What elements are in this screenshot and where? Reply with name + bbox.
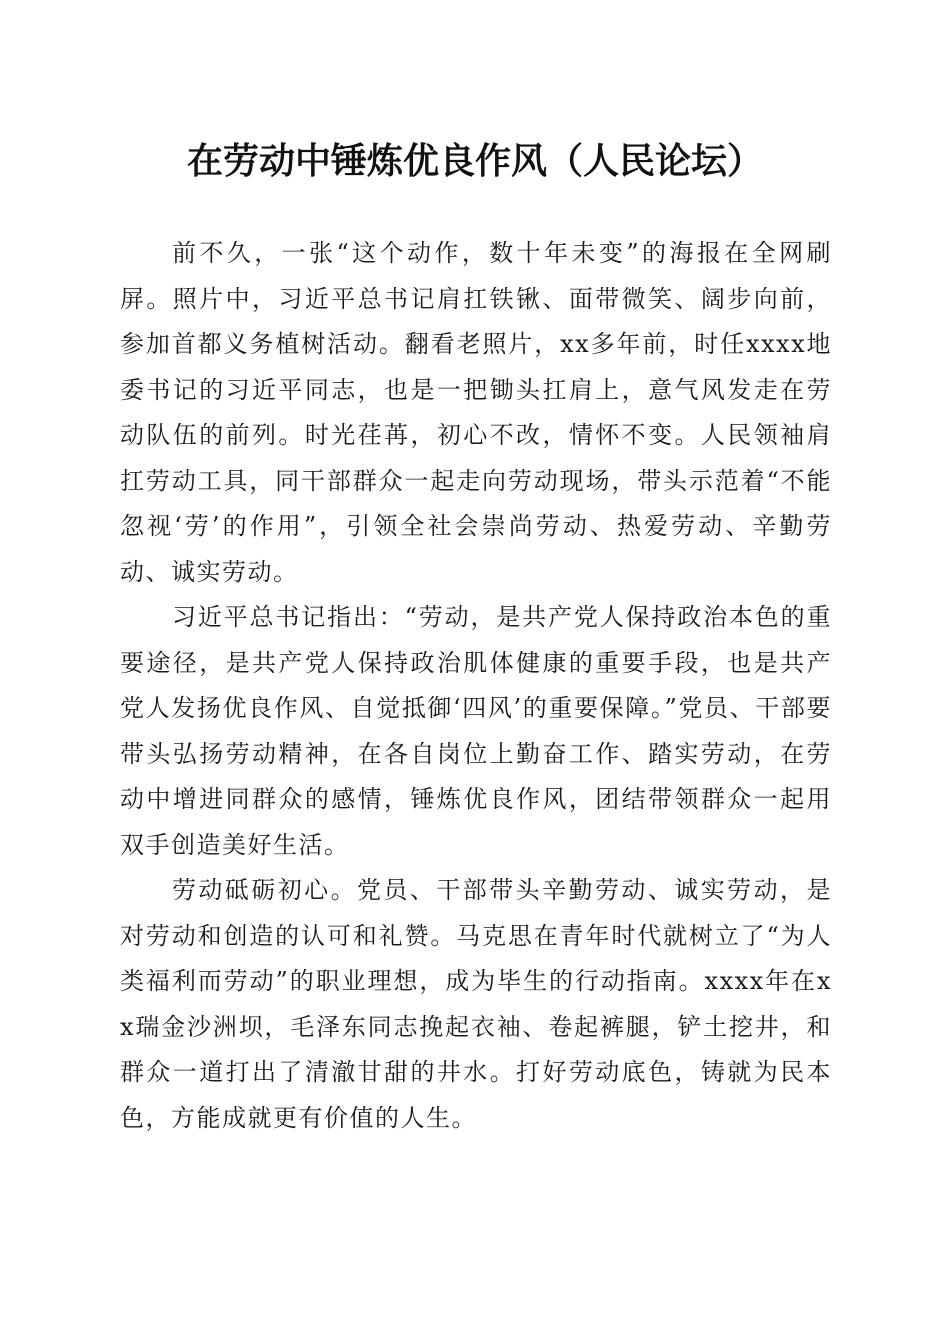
document-body xyxy=(120,231,832,1141)
paragraph: 习近平总书记指出：“劳动，是共产党人保持政治本色的重要途径，是共产党人保持政治肌体健康的重要手段，也是共产党人发扬优良作风、自觉抵御‘四风’的重要保障。”党员、干部要带头弘扬劳动精神，在各自岗位上勤奋工作、踏实劳动，在劳动中增进同群众的感情，锤炼优良作风，团结带领群众一起用双手创造美好生活。 xyxy=(120,603,832,859)
document-title: 在劳动中锤炼优良作风（人民论坛） xyxy=(186,140,763,182)
paragraph: 劳动砥砺初心。党员、干部带头辛勤劳动、诚实劳动，是对劳动和创造的认可和礼赞。马克思在青年时代就树立了“为人类福利而劳动”的职业理想，成为毕生的行动指南。xxxx年在xx瑞金沙洲坝，毛泽东同志挽起衣袖、卷起裤腿，铲土挖井，和群众一道打出了清澈甘甜的井水。打好劳动底色，铸就为民本色，方能成就更有价值的人生。 xyxy=(120,876,832,1132)
paragraph: 前不久，一张“这个动作，数十年未变”的海报在全网刷屏。照片中，习近平总书记肩扛铁锹、面带微笑、阔步向前，参加首都义务植树活动。翻看老照片，xx多年前，时任xxxx地委书记的习近平同志，也是一把锄头扛肩上，意气风发走在劳动队伍的前列。时光荏苒，初心不改，情怀不变。人民领袖肩扛劳动工具，同干部群众一起走向劳动现场，带头示范着“不能忽视‘劳’的作用”，引领全社会崇尚劳动、热爱劳动、辛勤劳动、诚实劳动。 xyxy=(120,239,832,586)
